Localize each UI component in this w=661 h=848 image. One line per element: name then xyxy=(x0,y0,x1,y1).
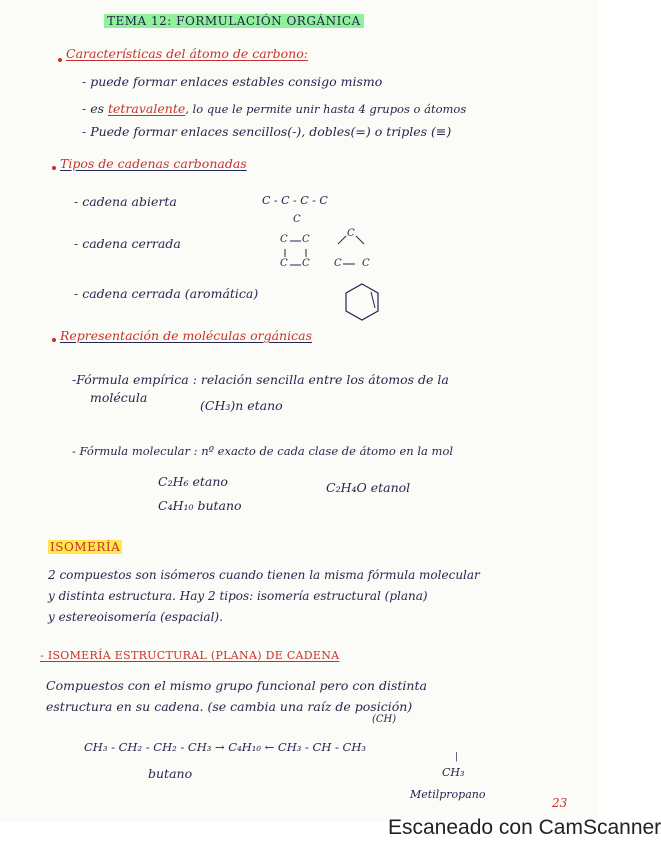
section-heading-carbon: Características del átomo de carbono: xyxy=(66,46,308,61)
bullet-dot xyxy=(52,338,56,342)
section-heading-isomeria: ISOMERÍA xyxy=(50,540,121,554)
open-chain-label: - cadena abierta xyxy=(74,194,177,209)
carbon-line-1: - puede formar enlaces estables consigo mismo xyxy=(82,74,383,89)
triangle-atom: C xyxy=(347,228,355,239)
molecular-example-ethane: C₂H₆ etano xyxy=(158,474,228,489)
open-chain-formula: C - C - C - C xyxy=(262,194,328,207)
empirical-formula-line: -Fórmula empírica : relación sencilla entre los átomos de la xyxy=(72,372,449,387)
open-chain-branch: C xyxy=(293,214,301,225)
carbon-line-2-c: , lo que le permite unir hasta 4 grupos o átomos xyxy=(185,102,467,116)
carbon-line-3: - Puede formar enlaces sencillos(-), dobles(=) o triples (≡) xyxy=(82,124,452,139)
scanner-watermark: Escaneado con CamScanner xyxy=(388,816,661,839)
ring-atom: C xyxy=(302,258,310,269)
triangle-atom: C xyxy=(334,258,342,269)
empirical-formula-line-b: molécula xyxy=(90,390,148,405)
ring-atom: C xyxy=(280,234,288,245)
triangle-atom: C xyxy=(362,258,370,269)
isomeria-line-1: 2 compuestos son isómeros cuando tienen la misma fórmula molecular xyxy=(48,568,480,582)
scanner-footer-strip xyxy=(0,816,661,848)
ring-atom: C xyxy=(280,258,288,269)
section-heading-structural: - ISOMERÍA ESTRUCTURAL (PLANA) DE CADENA xyxy=(40,649,340,662)
ch-annotation: (CH) xyxy=(372,714,397,725)
ring-atom: C xyxy=(302,234,310,245)
section-heading-chains: Tipos de cadenas carbonadas xyxy=(60,156,247,171)
molecular-formula-line: - Fórmula molecular : nº exacto de cada clase de átomo en la mol xyxy=(72,444,454,458)
section-heading-representation: Representación de moléculas orgánicas xyxy=(60,328,312,343)
page-title: TEMA 12: FORMULACIÓN ORGÁNICA xyxy=(104,14,364,28)
empirical-formula-example: (CH₃)n etano xyxy=(200,398,283,413)
benzene-ring-icon xyxy=(344,282,380,322)
closed-chain-label: - cadena cerrada xyxy=(74,236,181,251)
branch-ch3: CH₃ xyxy=(442,766,465,779)
isomeria-line-3: y estereoisomería (espacial). xyxy=(48,610,223,624)
metilpropano-label: Metilpropano xyxy=(410,788,486,801)
isomeria-line-2: y distinta estructura. Hay 2 tipos: isomería estructural (plana) xyxy=(48,589,428,603)
aromatic-chain-label: - cadena cerrada (aromática) xyxy=(74,286,259,301)
page-number: 23 xyxy=(552,796,568,810)
butano-label: butano xyxy=(148,766,193,781)
carbon-line-2-a: - es xyxy=(82,101,108,116)
structural-line-1: Compuestos con el mismo grupo funcional pero con distinta xyxy=(46,678,427,693)
isomer-equation: CH₃ - CH₂ - CH₂ - CH₃ → C₄H₁₀ ← CH₃ - CH - CH₃ xyxy=(84,740,366,754)
molecular-example-ethanol: C₂H₄O etanol xyxy=(326,480,411,495)
branch-bond: | xyxy=(455,752,459,762)
molecular-example-butane: C₄H₁₀ butano xyxy=(158,498,242,513)
structural-line-2: estructura en su cadena. (se cambia una raíz de posición) xyxy=(46,699,413,714)
tetravalent-term: tetravalente xyxy=(107,101,186,116)
